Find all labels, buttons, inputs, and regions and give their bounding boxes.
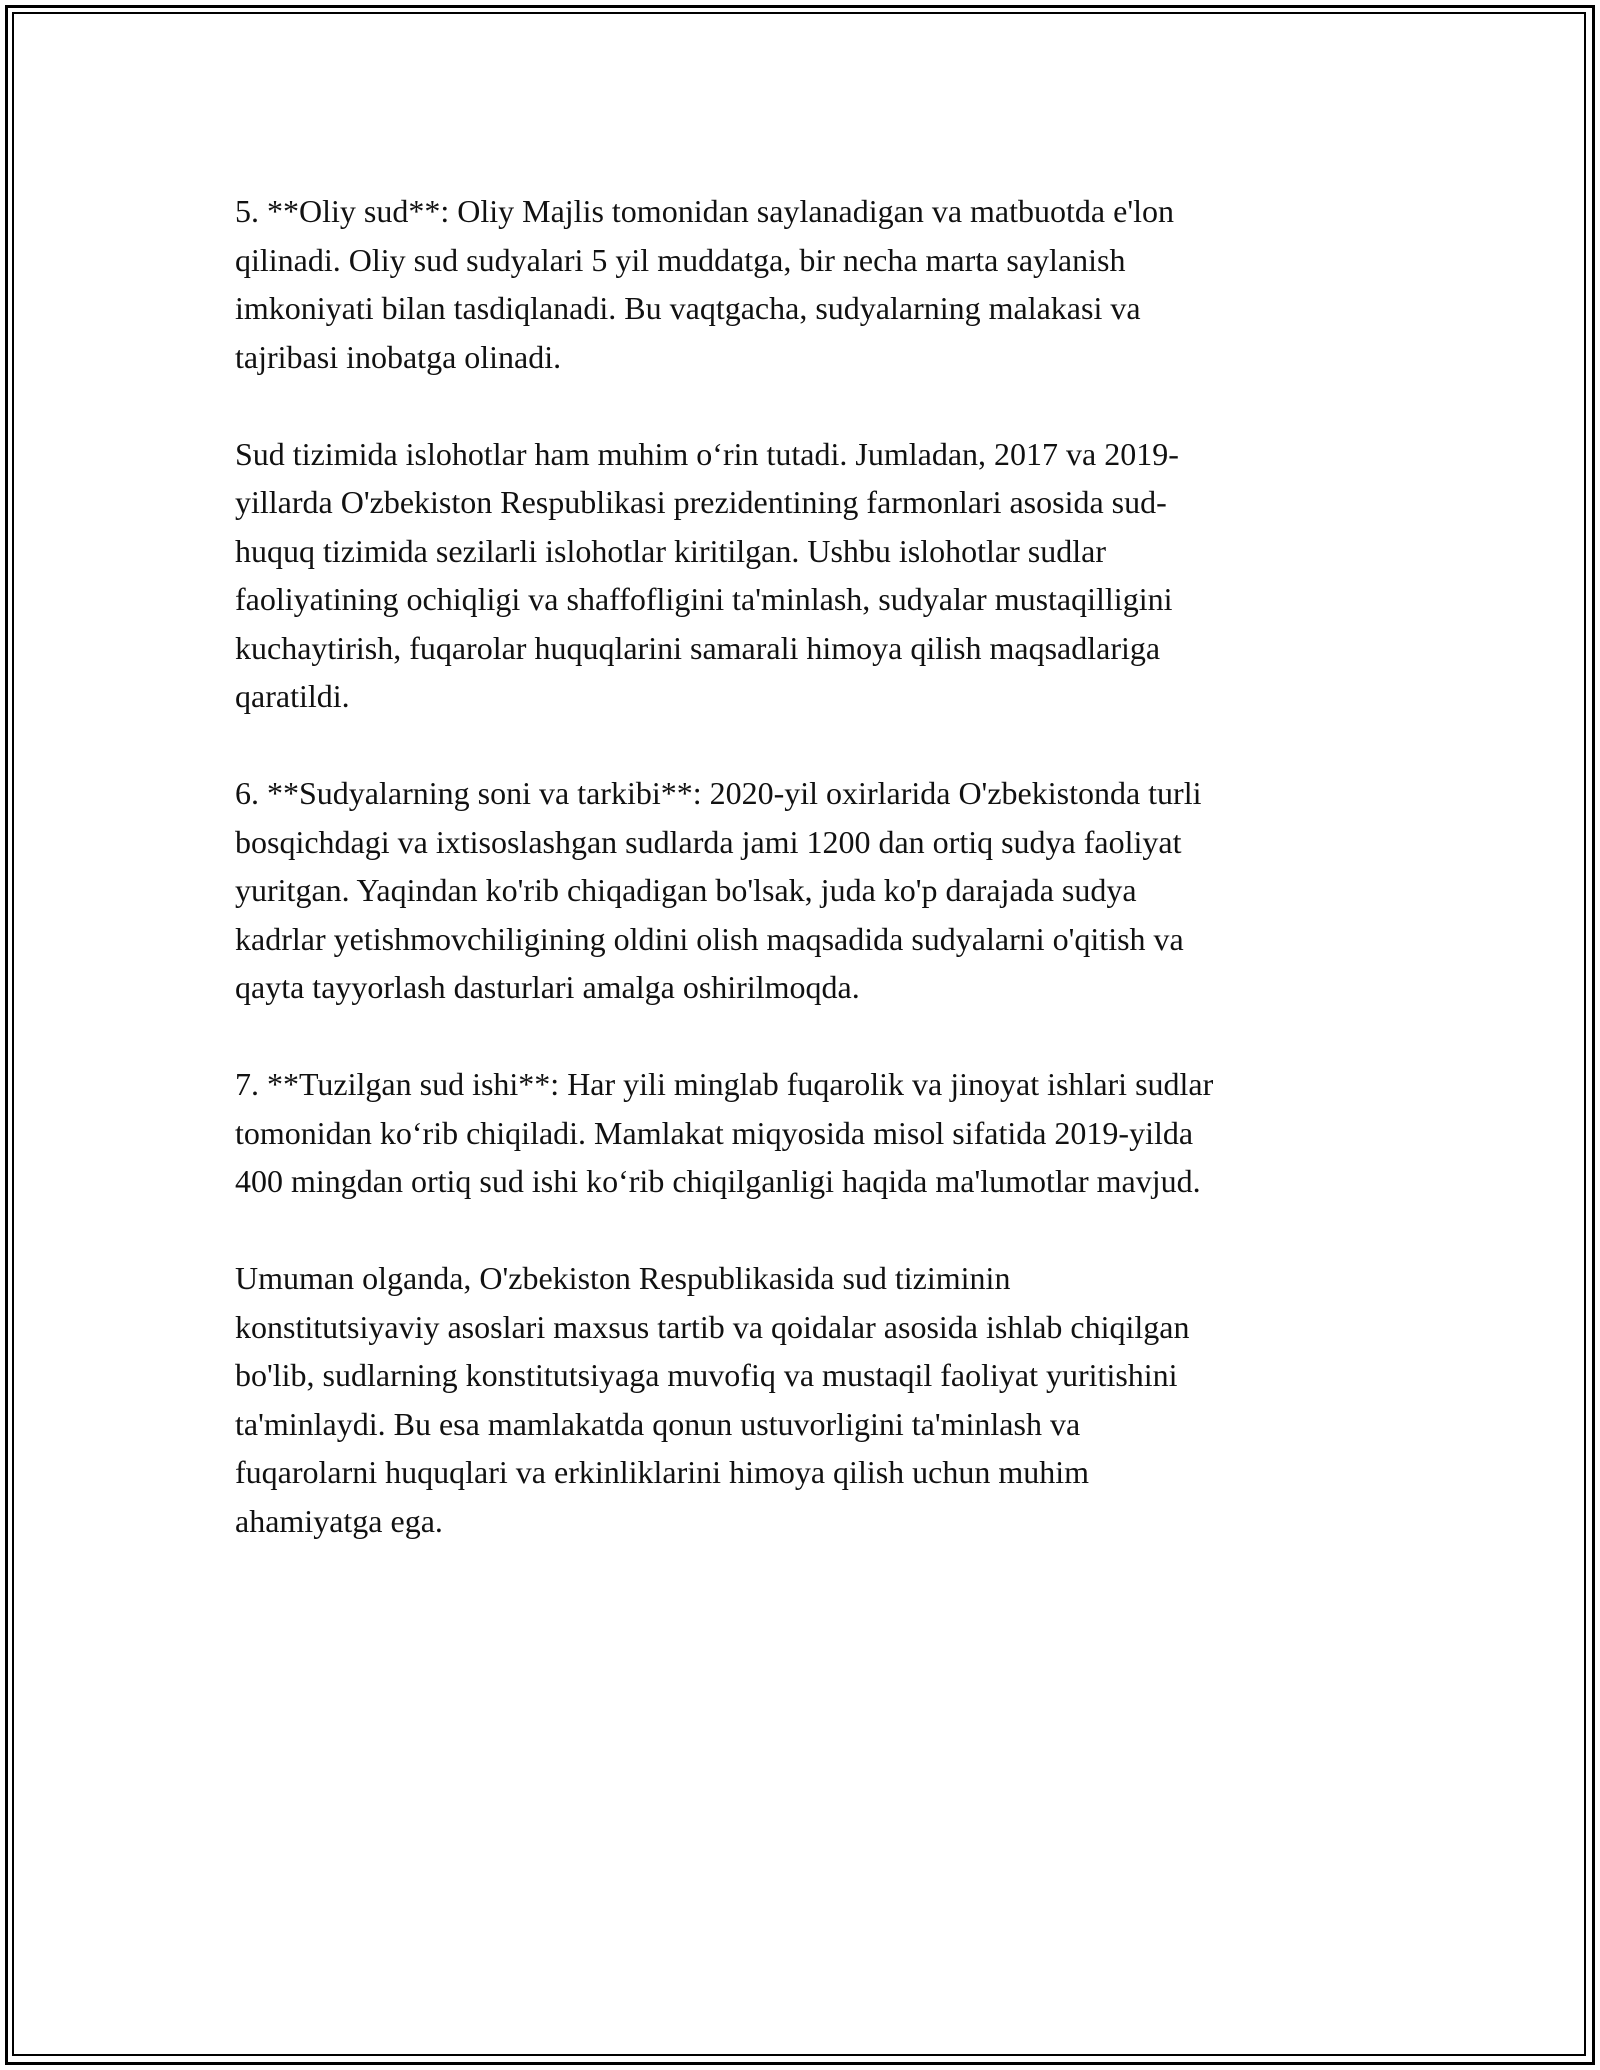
text-line: ahamiyatga ega. <box>235 1502 443 1539</box>
text-line: tajribasi inobatga olinadi. <box>235 338 562 375</box>
paragraph-court-cases <box>235 1060 1385 1206</box>
text-line: kuchaytirish, fuqarolar huquqlarini samarali himoya qilish maqsadlariga <box>235 629 1161 666</box>
text-line: qaratildi. <box>235 678 350 714</box>
paragraph-conclusion <box>235 1254 1385 1545</box>
text-line: imkoniyati bilan tasdiqlanadi. Bu vaqtgacha, sudyalarning malakasi va <box>235 290 1141 326</box>
text-line: Umuman olganda, O'zbekiston Respublikasida sud tiziminin <box>235 1260 1011 1296</box>
paragraph-reforms <box>235 430 1385 721</box>
text-line: kadrlar yetishmovchiligining oldini olish maqsadida sudyalarni o'qitish va <box>235 920 1184 957</box>
text-line: yillarda O'zbekiston Respublikasi prezidentining farmonlari asosida sud- <box>235 484 1167 520</box>
text-line: 400 mingdan ortiq sud ishi ko‘rib chiqilganligi haqida ma'lumotlar mavjud. <box>235 1163 1201 1199</box>
text-line: tomonidan ko‘rib chiqiladi. Mamlakat miqyosida misol sifatida 2019-yilda <box>235 1114 1194 1151</box>
text-line: 6. **Sudyalarning soni va tarkibi**: 2020-yil oxirlarida O'zbekistonda turli <box>235 775 1202 811</box>
document-body <box>235 187 1385 1594</box>
text-line: huquq tizimida sezilarli islohotlar kiritilgan. Ushbu islohotlar sudlar <box>235 532 1106 569</box>
text-line: konstitutsiyaviy asoslari maxsus tartib va qoidalar asosida ishlab chiqilgan <box>235 1308 1190 1345</box>
text-line: yuritgan. Yaqindan ko'rib chiqadigan bo'lsak, juda ko'p darajada sudya <box>235 872 1137 908</box>
text-line: 5. **Oliy sud**: Oliy Majlis tomonidan saylanadigan va matbuotda e'lon <box>235 193 1174 229</box>
text-line: bosqichdagi va ixtisoslashgan sudlarda jami 1200 dan ortiq sudya faoliyat <box>235 823 1182 860</box>
text-line: bo'lib, sudlarning konstitutsiyaga muvofiq va mustaqil faoliyat yuritishini <box>235 1357 1178 1393</box>
text-line: ta'minlaydi. Bu esa mamlakatda qonun ustuvorligini ta'minlash va <box>235 1405 1081 1442</box>
paragraph-oliy-sud <box>235 187 1385 381</box>
text-line: qayta tayyorlash dasturlari amalga oshirilmoqda. <box>235 969 860 1005</box>
paragraph-judges-count <box>235 769 1385 1012</box>
text-line: qilinadi. Oliy sud sudyalari 5 yil muddatga, bir necha marta saylanish <box>235 241 1126 278</box>
text-line: 7. **Tuzilgan sud ishi**: Har yili minglab fuqarolik va jinoyat ishlari sudlar <box>235 1066 1214 1102</box>
text-line: faoliyatining ochiqligi va shaffofligini ta'minlash, sudyalar mustaqilligini <box>235 581 1173 617</box>
text-line: fuqarolarni huquqlari va erkinliklarini himoya qilish uchun muhim <box>235 1454 1090 1490</box>
text-line: Sud tizimida islohotlar ham muhim o‘rin tutadi. Jumladan, 2017 va 2019- <box>235 435 1179 472</box>
